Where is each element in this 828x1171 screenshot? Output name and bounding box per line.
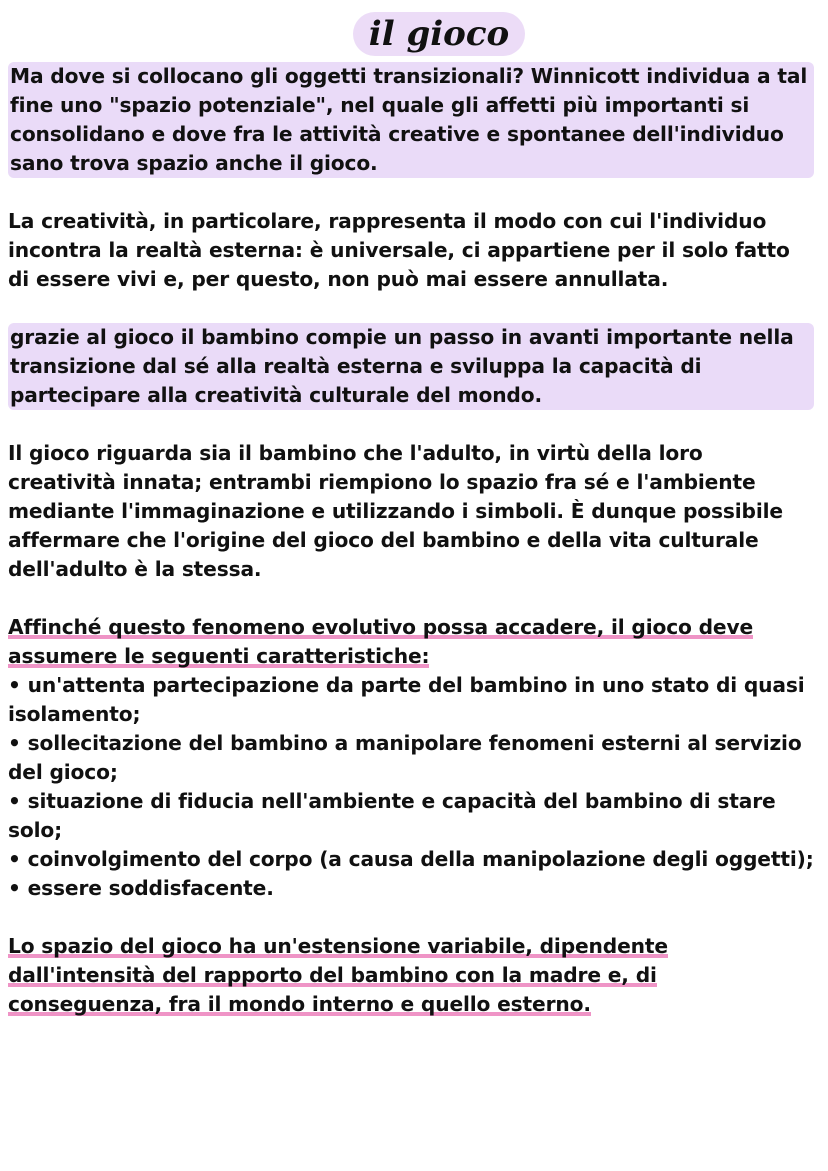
list-item: • un'attenta partecipazione da parte del bambino in uno stato di quasi isolamento; (8, 673, 805, 726)
characteristics-list (8, 671, 814, 903)
paragraph-child-adult (8, 439, 814, 584)
title-container (0, 12, 828, 56)
characteristics-intro-text: Affinché questo fenomeno evolutivo possa accadere, il gioco deve assumere le seguenti caratteristiche: (8, 615, 753, 668)
paragraph-creativity (8, 207, 814, 294)
paragraph-text: Ma dove si collocano gli oggetti transizionali? Winnicott individua a tal fine uno "spazio potenziale", nel quale gli affetti più importanti si consolidano e dove fra le attività creative e spontanee dell'individuo sano trova spazio anche il gioco. (8, 62, 814, 178)
list-item: • coinvolgimento del corpo (a causa della manipolazione degli oggetti); (8, 847, 814, 871)
characteristics-intro (8, 613, 814, 671)
notes-content (8, 62, 814, 1048)
paragraph-conclusion (8, 932, 814, 1019)
paragraph-text: grazie al gioco il bambino compie un passo in avanti importante nella transizione dal sé alla realtà esterna e sviluppa la capacità di partecipare alla creatività culturale del mondo. (8, 323, 814, 410)
paragraph-play-transition (8, 323, 814, 410)
list-item: • essere soddisfacente. (8, 876, 274, 900)
paragraph-text: Il gioco riguarda sia il bambino che l'adulto, in virtù della loro creatività innata; entrambi riempiono lo spazio fra sé e l'ambiente mediante l'immaginazione e utilizzando i simboli. È dunque possibile affermare che l'origine del gioco del bambino e della vita culturale dell'adulto è la stessa. (8, 441, 783, 581)
paragraph-text: La creatività, in particolare, rappresenta il modo con cui l'individuo incontra la realtà esterna: è universale, ci appartiene per il solo fatto di essere vivi e, per questo, non può mai essere annullata. (8, 209, 790, 291)
characteristics-section (8, 613, 814, 903)
conclusion-text: Lo spazio del gioco ha un'estensione variabile, dipendente dall'intensità del rapporto del bambino con la madre e, di conseguenza, fra il mondo interno e quello esterno. (8, 934, 668, 1016)
page-title: il gioco (353, 12, 525, 56)
conclusion-line (8, 932, 814, 1019)
list-item: • situazione di fiducia nell'ambiente e capacità del bambino di stare solo; (8, 789, 776, 842)
list-item: • sollecitazione del bambino a manipolare fenomeni esterni al servizio del gioco; (8, 731, 802, 784)
paragraph-transitional-space (8, 62, 814, 178)
